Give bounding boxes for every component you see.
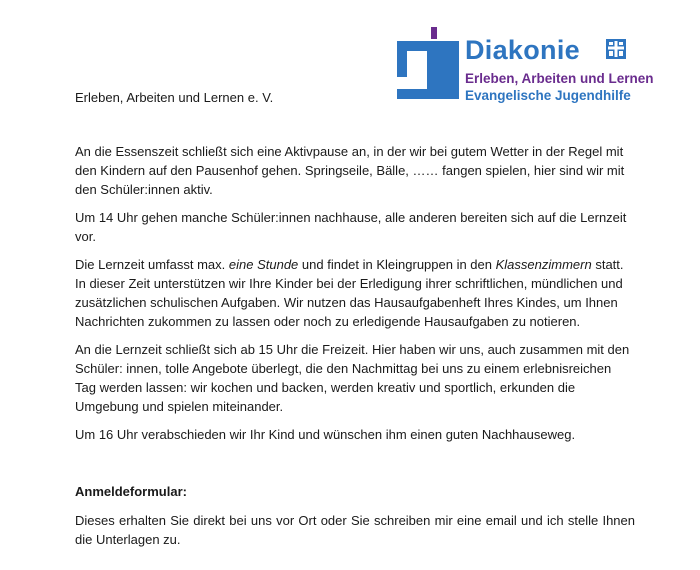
paragraph-14-uhr: Um 14 Uhr gehen manche Schüler:innen nachhause, alle anderen bereiten sich auf die Lernzeit vor. — [75, 210, 627, 244]
emphasis-eine-stunde: eine Stunde — [228, 257, 299, 272]
paragraph-16-uhr: Um 16 Uhr verabschieden wir Ihr Kind und wünschen ihm einen guten Nachhauseweg. — [75, 427, 576, 442]
paragraph-lernzeit: Die Lernzeit umfasst max. eine Stunde und findet in Kleingruppen in den Klassenzimmern statt. In dieser Zeit unterstützen wir Ihre Kinder bei der Erledigung ihrer schriftlichen, mündlichen und zusätzlichen schulischen Aufgaben. Wir nutzen das Hausaufgabenheft Ihres Kindes, um Ihnen Nachrichten zukommen zu lassen oder noch zu erledigende Hausaufgaben zu notieren. — [75, 257, 624, 329]
diakonie-logo-mark-icon — [397, 27, 459, 101]
form-text: Dieses erhalten Sie direkt bei uns vor Ort oder Sie schreiben mir eine email und ich stelle Ihnen die Unterlagen zu. — [75, 513, 635, 547]
logo-subtitle-1: Erleben, Arbeiten und Lernen — [465, 71, 654, 86]
organization-name: Erleben, Arbeiten und Lernen e. V. — [75, 90, 274, 105]
form-heading: Anmeldeformular: — [75, 484, 187, 499]
paragraph-freizeit: An die Lernzeit schließt sich ab 15 Uhr die Freizeit. Hier haben wir uns, auch zusammen mit den Schüler: innen, tolle Angebote überlegt, die den Nachmittag bei uns zu einem erlebnisreichen Tag werden lassen: wir kochen und backen, werden kreativ und sportlich, erkunden die Umgebung und spielen miteinander. — [75, 342, 630, 414]
diakonie-logo — [397, 27, 697, 107]
logo-title: Diakonie — [465, 35, 580, 65]
logo-subtitle-2: Evangelische Jugendhilfe — [465, 88, 631, 103]
document-body — [75, 142, 635, 558]
diakonie-cross-icon — [606, 39, 626, 59]
emphasis-klassenzimmern: Klassenzimmern — [495, 257, 592, 272]
paragraph-aktivpause: An die Essenszeit schließt sich eine Aktivpause an, in der wir bei gutem Wetter in der Regel mit den Kindern auf den Pausenhof gehen. Springseile, Bälle, …… fangen spielen, hier sind wir mit den Schüler:innen aktiv. — [75, 144, 625, 197]
